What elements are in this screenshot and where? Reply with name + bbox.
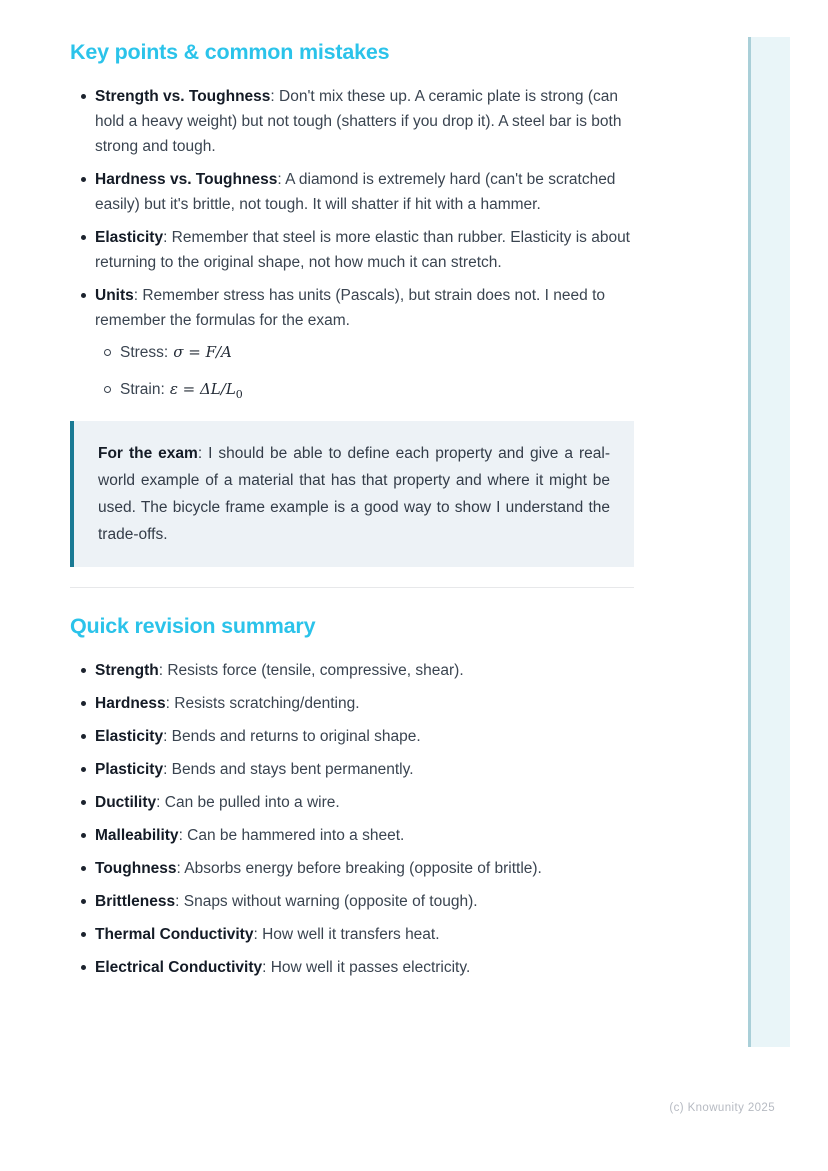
list-item xyxy=(70,283,634,407)
footer-copyright: (c) Knowunity 2025 xyxy=(669,1102,775,1114)
section-title-key-points: Key points & common mistakes xyxy=(70,40,390,64)
list-item-text: : How well it passes electricity. xyxy=(262,959,471,976)
list-item xyxy=(70,922,634,947)
list-item-text: : Remember stress has units (Pascals), but strain does not. I need to remember the formulas for the exam. xyxy=(95,287,605,329)
formula-label: Stress: xyxy=(120,344,169,361)
list-item-term: Strength vs. Toughness xyxy=(95,88,271,105)
list-item xyxy=(70,84,634,159)
list-item-text: : Bends and returns to original shape. xyxy=(163,728,421,745)
list-item-text: : Absorbs energy before breaking (opposite of brittle). xyxy=(176,860,542,877)
list-item xyxy=(70,225,634,275)
list-item-text: : Remember that steel is more elastic than rubber. Elasticity is about returning to the original shape, not how much it can stretch. xyxy=(95,229,630,271)
list-item-term: Ductility xyxy=(95,794,157,811)
list-item-term: Brittleness xyxy=(95,893,176,910)
list-item-term: Elasticity xyxy=(95,229,164,246)
list-item-text: : Resists scratching/denting. xyxy=(165,695,360,712)
list-item-text: : Bends and stays bent permanently. xyxy=(163,761,414,778)
list-item-term: Elasticity xyxy=(95,728,164,745)
list-item-term: Thermal Conductivity xyxy=(95,926,254,943)
side-accent-bar xyxy=(748,37,790,1047)
list-item-term: Hardness xyxy=(95,695,166,712)
list-item-term: Units xyxy=(95,287,134,304)
list-item xyxy=(70,889,634,914)
formula-label: Strain: xyxy=(120,381,165,398)
callout-paragraph xyxy=(98,440,610,548)
formula-item xyxy=(95,340,634,370)
list-item-text: : How well it transfers heat. xyxy=(253,926,440,943)
list-item xyxy=(70,658,634,683)
section-divider xyxy=(70,587,634,588)
list-item-term: Plasticity xyxy=(95,761,164,778)
exam-callout-box xyxy=(70,421,634,567)
list-item-text: : Can be hammered into a sheet. xyxy=(178,827,405,844)
list-item-text: : Resists force (tensile, compressive, shear). xyxy=(158,662,464,679)
section-title-quick-revision: Quick revision summary xyxy=(70,614,316,638)
callout-text: : I should be able to define each property and give a real-world example of a material that has that property and where it might be used. The bicycle frame example is a good way to show I understand the trade-offs. xyxy=(98,445,610,543)
list-item xyxy=(70,823,634,848)
key-points-list xyxy=(70,84,634,407)
list-item xyxy=(70,856,634,881)
callout-term: For the exam xyxy=(98,445,198,462)
list-item-text: : Can be pulled into a wire. xyxy=(156,794,340,811)
list-item-term: Hardness vs. Toughness xyxy=(95,171,278,188)
document-content xyxy=(70,40,634,988)
list-item xyxy=(70,790,634,815)
formulas-list xyxy=(95,340,634,407)
formula-expression: $\varepsilon = \Delta L/L_0$ xyxy=(169,380,243,401)
list-item-text: : A diamond is extremely hard (can't be scratched easily) but it's brittle, not tough. It will shatter if hit with a hammer. xyxy=(95,171,616,213)
list-item-term: Toughness xyxy=(95,860,177,877)
list-item xyxy=(70,724,634,749)
list-item-text: : Snaps without warning (opposite of tough). xyxy=(175,893,478,910)
list-item xyxy=(70,955,634,980)
formula-expression: σ = F/A xyxy=(173,343,232,361)
list-item xyxy=(70,167,634,217)
list-item-term: Strength xyxy=(95,662,159,679)
formula-subscript: 0 xyxy=(235,388,243,401)
formula-item xyxy=(95,377,634,407)
list-item-term: Malleability xyxy=(95,827,179,844)
list-item xyxy=(70,691,634,716)
list-item xyxy=(70,757,634,782)
list-item-text: : Don't mix these up. A ceramic plate is strong (can hold a heavy weight) but not tough (shatters if you drop it). A steel bar is both strong and tough. xyxy=(95,88,622,155)
list-item-term: Electrical Conductivity xyxy=(95,959,263,976)
quick-revision-list xyxy=(70,658,634,980)
